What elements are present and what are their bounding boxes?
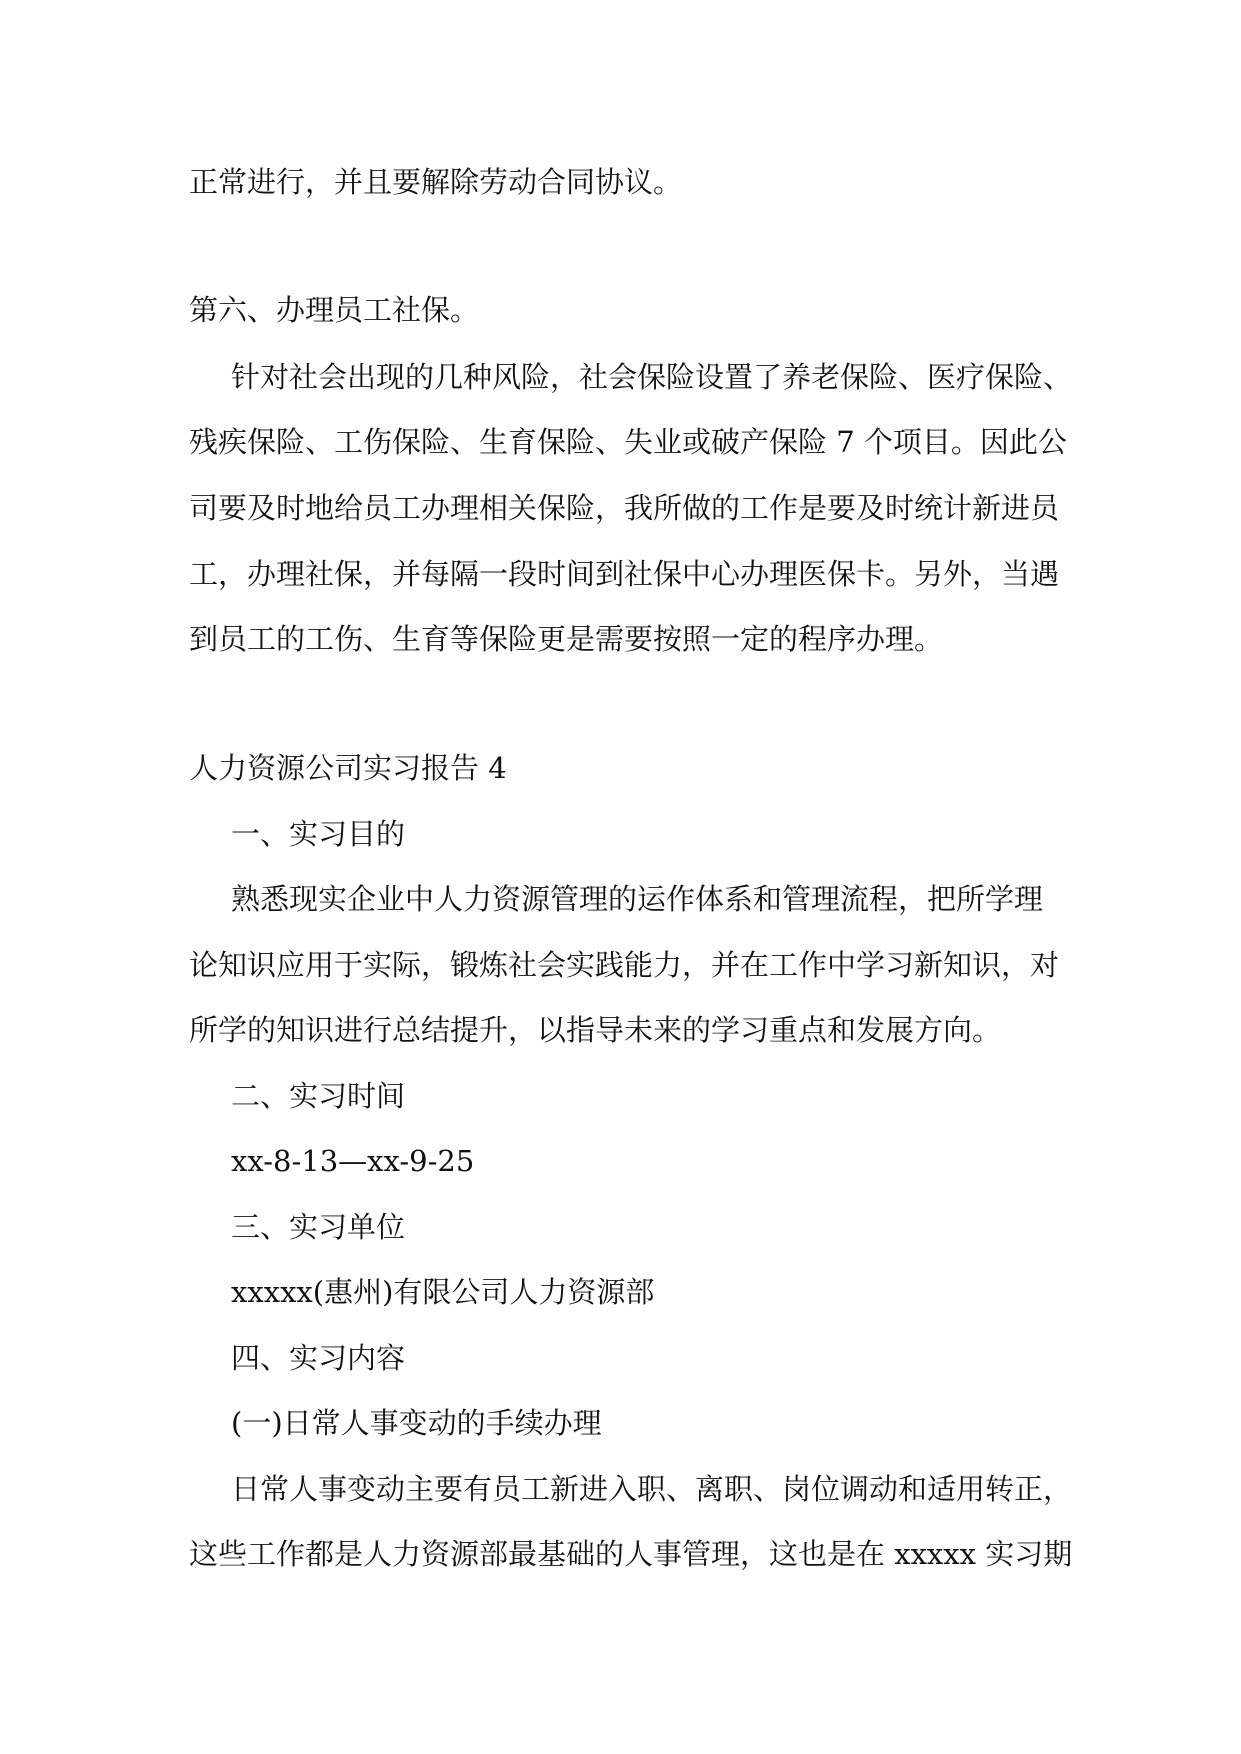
section-heading: 四、实习内容 xyxy=(231,1341,406,1375)
subsection-heading: (一)日常人事变动的手续办理 xyxy=(231,1406,602,1440)
section-heading: 第六、办理员工社保。 xyxy=(189,293,480,327)
paragraph-line: 针对社会出现的几种风险，社会保险设置了养老保险、医疗保险、 xyxy=(231,360,1073,394)
section-heading: 三、实习单位 xyxy=(231,1210,406,1244)
date-range: xx-8-13—xx-9-25 xyxy=(231,1144,475,1178)
paragraph-line: 所学的知识进行总结提升，以指导未来的学习重点和发展方向。 xyxy=(189,1013,1002,1047)
paragraph-line: 司要及时地给员工办理相关保险，我所做的工作是要及时统计新进员 xyxy=(189,491,1060,525)
company-name: xxxxx(惠州)有限公司人力资源部 xyxy=(231,1275,655,1309)
paragraph-line: 到员工的工伤、生育等保险更是需要按照一定的程序办理。 xyxy=(189,622,944,656)
report-title: 人力资源公司实习报告 4 xyxy=(189,751,507,785)
paragraph-line: 熟悉现实企业中人力资源管理的运作体系和管理流程，把所学理 xyxy=(231,882,1044,916)
paragraph-line: 工，办理社保，并每隔一段时间到社保中心办理医保卡。另外，当遇 xyxy=(189,557,1060,591)
section-heading: 一、实习目的 xyxy=(231,817,406,851)
paragraph-line: 这些工作都是人力资源部最基础的人事管理，这也是在 xxxxx 实习期 xyxy=(189,1537,1073,1571)
paragraph-line: 论知识应用于实际，锻炼社会实践能力，并在工作中学习新知识，对 xyxy=(189,948,1060,982)
section-heading: 二、实习时间 xyxy=(231,1079,406,1113)
paragraph-line: 日常人事变动主要有员工新进入职、离职、岗位调动和适用转正， xyxy=(231,1472,1073,1506)
paragraph-line: 残疾保险、工伤保险、生育保险、失业或破产保险 7 个项目。因此公 xyxy=(189,425,1067,459)
paragraph-line: 正常进行，并且要解除劳动合同协议。 xyxy=(189,165,683,199)
